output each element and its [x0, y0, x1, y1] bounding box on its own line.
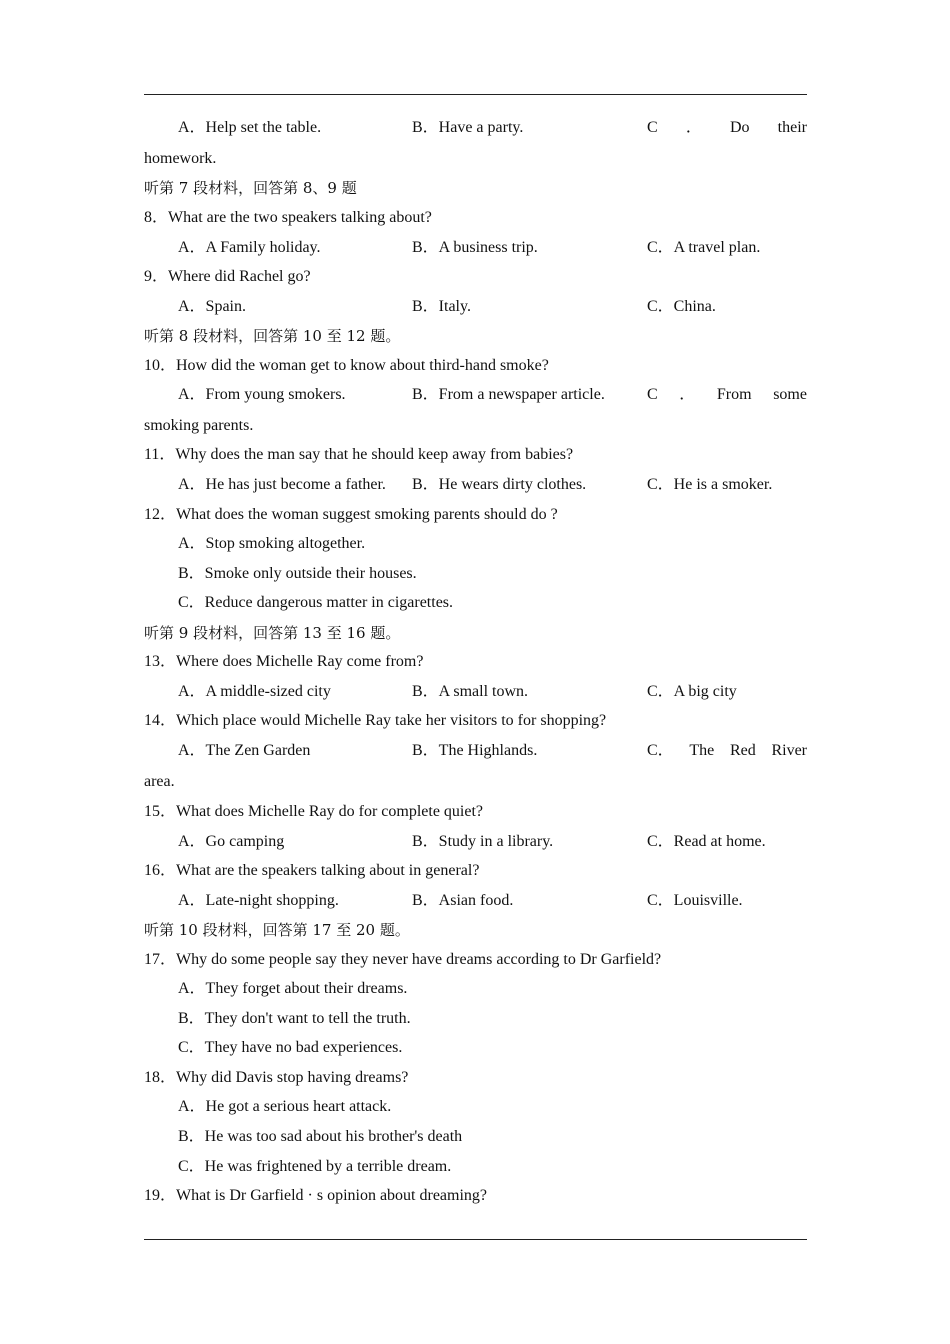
- q10-options: [178, 384, 807, 406]
- q17-option-c[interactable]: C．They have no bad experiences.: [178, 1039, 403, 1056]
- q14-option-c-word: The: [689, 742, 715, 759]
- q17-question: 17．Why do some people say they never have dreams according to Dr Garfield?: [144, 951, 662, 968]
- q10-option-c-letter: C: [647, 386, 658, 403]
- q13-question: 13．Where does Michelle Ray come from?: [144, 653, 424, 670]
- q10-option-c-continuation: smoking parents.: [144, 417, 254, 434]
- q8-option-b[interactable]: B．A business trip.: [412, 239, 538, 256]
- q11-options: [178, 474, 807, 496]
- q7-option-b[interactable]: B．Have a party.: [412, 119, 524, 136]
- q7-option-c-continuation: homework.: [144, 150, 217, 167]
- q12-question: 12．What does the woman suggest smoking parents should do ?: [144, 506, 558, 523]
- q15-options: [178, 831, 807, 853]
- q18-option-c[interactable]: C．He was frightened by a terrible dream.: [178, 1158, 452, 1175]
- section-7-heading: 听第 7 段材料，回答第 8、9 题: [144, 179, 357, 197]
- q9-option-a[interactable]: A．Spain.: [178, 298, 247, 315]
- q9-option-b[interactable]: B．Italy.: [412, 298, 471, 315]
- q15-question: 15．What does Michelle Ray do for complete quiet?: [144, 803, 484, 820]
- q9-option-c[interactable]: C．China.: [647, 298, 716, 315]
- q16-question: 16．What are the speakers talking about in general?: [144, 862, 480, 879]
- q11-question: 11．Why does the man say that he should keep away from babies?: [144, 446, 574, 463]
- q14-option-c-continuation: area.: [144, 773, 175, 790]
- q7-option-a[interactable]: A．Help set the table.: [178, 119, 322, 136]
- q16-option-a[interactable]: A．Late-night shopping.: [178, 892, 339, 909]
- q16-option-c[interactable]: C．Louisville.: [647, 892, 743, 909]
- q18-question: 18．Why did Davis stop having dreams?: [144, 1069, 409, 1086]
- q13-option-c[interactable]: C．A big city: [647, 683, 737, 700]
- q8-question: 8．What are the two speakers talking about?: [144, 209, 432, 226]
- q9-question: 9．Where did Rachel go?: [144, 268, 311, 285]
- q8-option-c[interactable]: C．A travel plan.: [647, 239, 761, 256]
- q17-option-a[interactable]: A．They forget about their dreams.: [178, 980, 408, 997]
- q14-option-c-letter: C．: [647, 742, 674, 759]
- q10-option-c[interactable]: [647, 384, 807, 406]
- q8-option-a[interactable]: A．A Family holiday.: [178, 239, 321, 256]
- q7-option-c-letter: C: [647, 119, 658, 136]
- q12-option-c[interactable]: C．Reduce dangerous matter in cigarettes.: [178, 594, 454, 611]
- q14-question: 14．Which place would Michelle Ray take her visitors to for shopping?: [144, 712, 607, 729]
- q7-option-c-dot: ．: [685, 119, 702, 136]
- q11-option-b[interactable]: B．He wears dirty clothes.: [412, 476, 587, 493]
- q13-option-a[interactable]: A．A middle-sized city: [178, 683, 331, 700]
- q7-option-c-word: their: [777, 119, 807, 136]
- q8-options: [178, 237, 807, 259]
- q10-option-c-word: From: [716, 386, 752, 403]
- q10-question: 10．How did the woman get to know about third-hand smoke?: [144, 357, 549, 374]
- q12-option-a[interactable]: A．Stop smoking altogether.: [178, 535, 366, 552]
- q18-option-a[interactable]: A．He got a serious heart attack.: [178, 1098, 392, 1115]
- q14-options: [178, 740, 807, 762]
- section-9-heading: 听第 9 段材料，回答第 13 至 16 题。: [144, 624, 401, 642]
- q9-options: [178, 296, 807, 318]
- q16-options: [178, 890, 807, 912]
- section-8-heading: 听第 8 段材料，回答第 10 至 12 题。: [144, 327, 401, 345]
- q15-option-a[interactable]: A．Go camping: [178, 833, 285, 850]
- q15-option-c[interactable]: C．Read at home.: [647, 833, 766, 850]
- q10-option-b[interactable]: B．From a newspaper article.: [412, 386, 605, 403]
- q13-options: [178, 681, 807, 703]
- q7-option-c-word: Do: [729, 119, 750, 136]
- section-10-heading: 听第 10 段材料，回答第 17 至 20 题。: [144, 921, 410, 939]
- q10-option-c-word: some: [773, 386, 807, 403]
- q11-option-a[interactable]: A．He has just become a father.: [178, 476, 386, 493]
- q19-question: 19．What is Dr Garfield · s opinion about dreaming?: [144, 1187, 488, 1204]
- footer-rule: [144, 1239, 807, 1240]
- q14-option-c-word: Red: [729, 742, 756, 759]
- q7-options: [178, 117, 807, 139]
- q14-option-c[interactable]: [647, 740, 807, 762]
- q18-option-b[interactable]: B．He was too sad about his brother's death: [178, 1128, 463, 1145]
- q13-option-b[interactable]: B．A small town.: [412, 683, 529, 700]
- q10-option-a[interactable]: A．From young smokers.: [178, 386, 346, 403]
- q14-option-c-word: River: [771, 742, 807, 759]
- q12-option-b[interactable]: B．Smoke only outside their houses.: [178, 565, 417, 582]
- q14-option-b[interactable]: B．The Highlands.: [412, 742, 538, 759]
- q15-option-b[interactable]: B．Study in a library.: [412, 833, 554, 850]
- q7-option-c[interactable]: [647, 117, 807, 139]
- q11-option-c[interactable]: C．He is a smoker.: [647, 476, 773, 493]
- q14-option-a[interactable]: A．The Zen Garden: [178, 742, 311, 759]
- q17-option-b[interactable]: B．They don't want to tell the truth.: [178, 1010, 411, 1027]
- q10-option-c-dot: ．: [679, 386, 696, 403]
- q16-option-b[interactable]: B．Asian food.: [412, 892, 514, 909]
- header-rule: [144, 94, 807, 95]
